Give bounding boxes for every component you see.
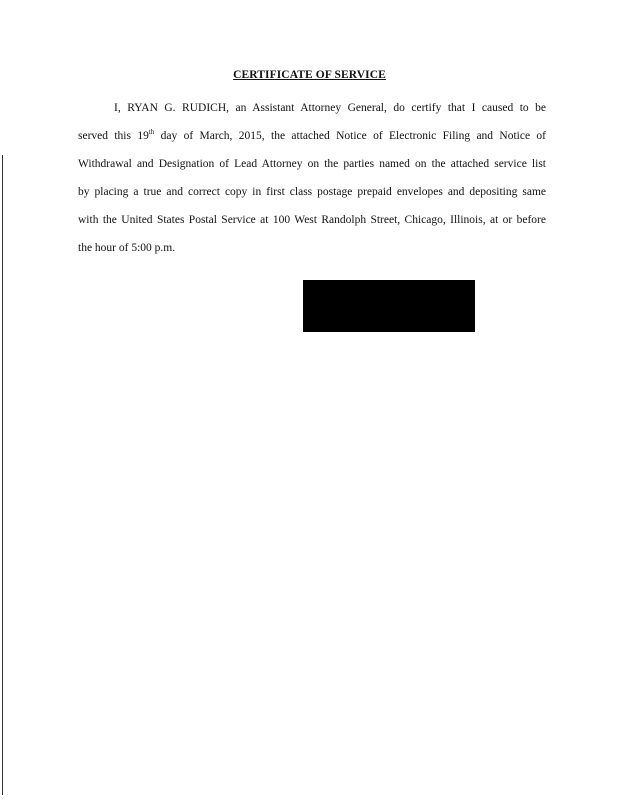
body-line-3: Withdrawal and Designation of Lead Attorney on the parties named on the attached service list	[78, 158, 546, 170]
service-date-text-after-superscript: day of March, 2015, the attached Notice of Electronic Filing and Notice of	[154, 130, 546, 142]
redacted-signature-block	[303, 280, 475, 332]
date-ordinal-superscript: th	[148, 128, 155, 137]
scan-edge-line	[2, 155, 3, 795]
body-line-5: with the United States Postal Service at 100 West Randolph Street, Chicago, Illinois, at or before	[78, 214, 546, 226]
body-line-6: the hour of 5:00 p.m.	[78, 242, 176, 254]
body-line-2	[78, 122, 546, 150]
body-line-4: by placing a true and correct copy in first class postage prepaid envelopes and depositing same	[78, 186, 546, 198]
certificate-body	[78, 94, 546, 262]
certificate-title: CERTIFICATE OF SERVICE	[233, 69, 386, 81]
body-line-1: I, RYAN G. RUDICH, an Assistant Attorney General, do certify that I caused to be	[114, 102, 546, 114]
service-date-text-before-superscript: served this 19	[78, 130, 149, 142]
